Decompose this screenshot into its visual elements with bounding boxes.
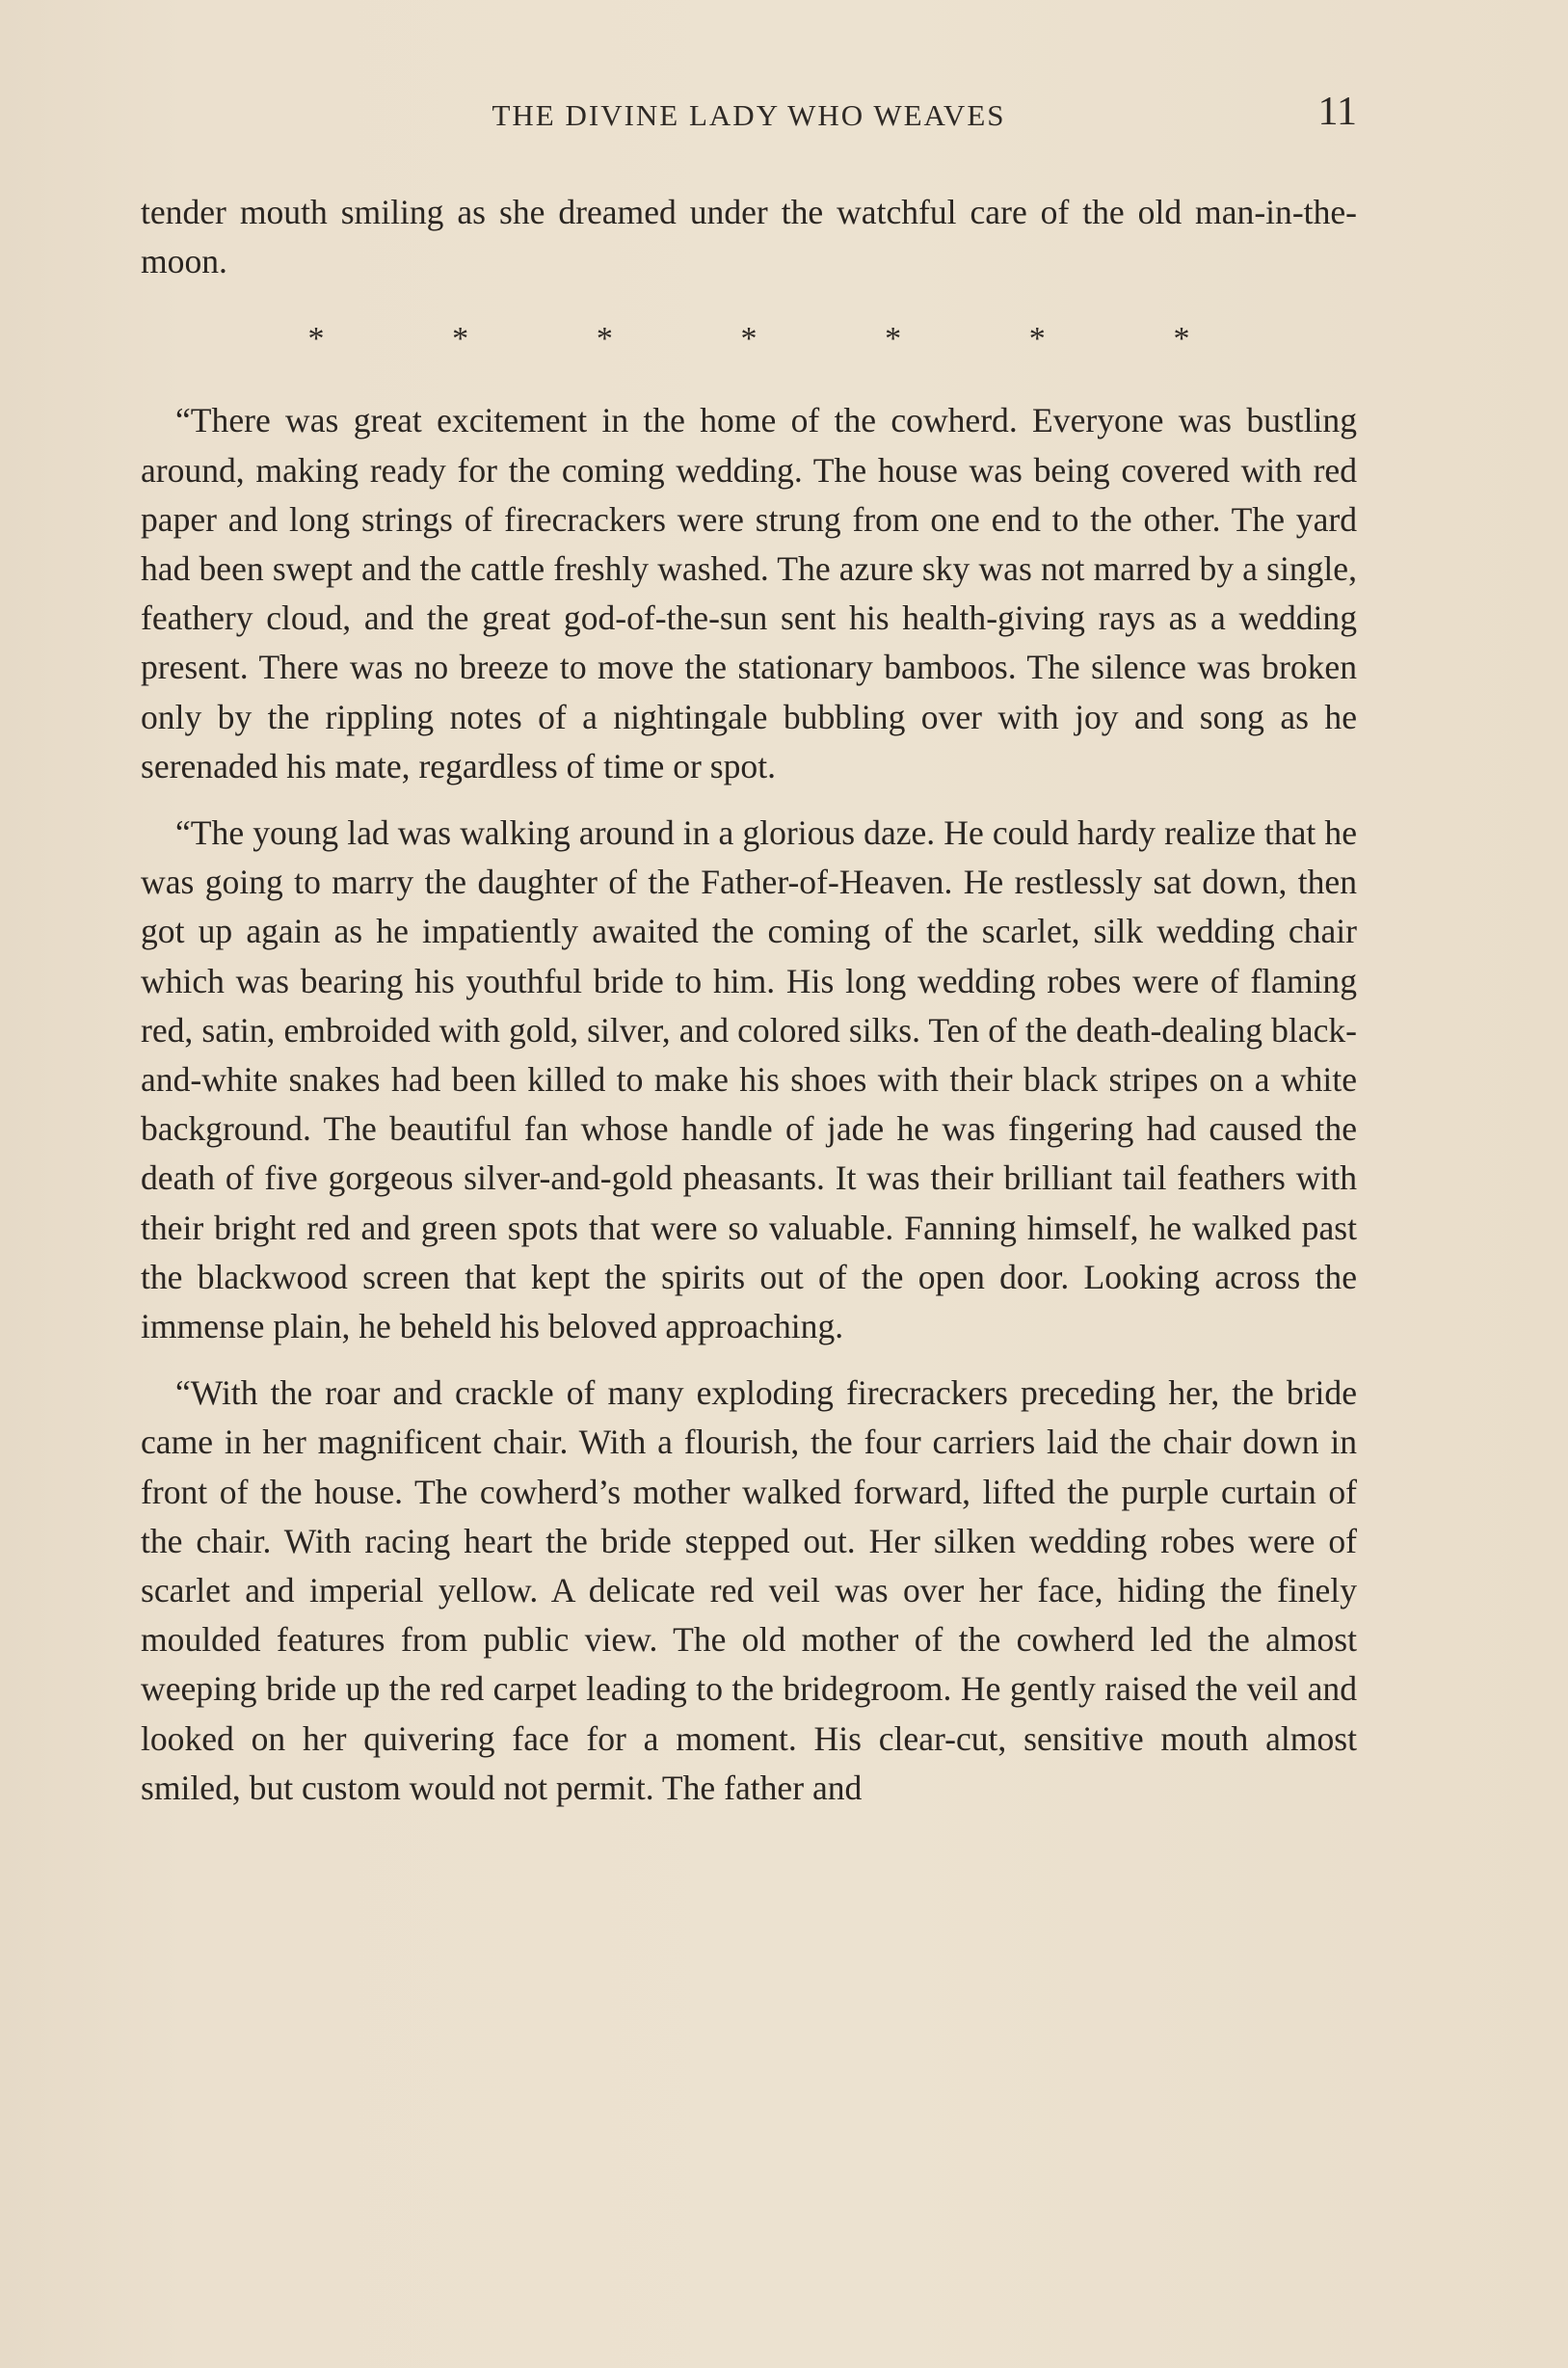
paragraph-continued: tender mouth smiling as she dreamed under the watchful care of the old man-in-the-moon. (141, 193, 1357, 281)
section-separator (141, 315, 1357, 363)
paragraph: “There was great excitement in the home of the cowherd. Everyone was bustling around, making ready for the coming wedding. The house was being covered with red paper and long strings of firecrackers were strung from one end to the other. The yard had been swept and the cattle freshly washed. The azure sky was not marred by a single, feathery cloud, and the great god-of-the-sun sent his health-giving rays as a wedding present. There was no breeze to move the stationary bamboos. The silence was broken only by the rippling notes of a nightingale bubbling over with joy and song as he serenaded his mate, regardless of time or spot. (141, 401, 1357, 785)
page-number: 11 (1317, 90, 1357, 134)
running-title: THE DIVINE LADY WHO WEAVES (492, 98, 1006, 132)
asterisk-mark: * (1028, 321, 1046, 358)
paragraph: “With the roar and crackle of many exploding firecrackers preceding her, the bride came in her magnificent chair. With a flourish, the four carriers laid the chair down in front of the house. The cowherd’s mother walked forward, lifted the purple curtain of the chair. With racing heart the bride stepped out. Her silken wedding robes were of scarlet and imperial yellow. A delicate red veil was over her face, hiding the finely moulded features from public view. The old mother of the cowherd led the almost weeping bride up the red carpet leading to the bridegroom. He gently raised the veil and looked on her quivering face for a moment. His clear-cut, sensitive mouth almost smiled, but custom would not permit. The father and (141, 1373, 1357, 1807)
asterisk-mark: * (596, 321, 613, 358)
body-text (141, 188, 1357, 1813)
asterisk-mark: * (885, 321, 902, 358)
page-header (141, 89, 1357, 146)
asterisk-mark: * (740, 321, 757, 358)
paragraph: “The young lad was walking around in a glorious daze. He could hardy realize that he was going to marry the daughter of the Father-of-Heaven. He restlessly sat down, then got up again as he impatiently awaited the coming of the scarlet, silk wedding chair which was bearing his youthful bride to him. His long wedding robes were of flaming red, satin, embroided with gold, silver, and colored silks. Ten of the death-dealing black-and-white snakes had been killed to make his shoes with their black stripes on a white background. The beautiful fan whose handle of jade he was fingering had caused the death of five gorgeous silver-and-gold pheasants. It was their brilliant tail feathers with their bright red and green spots that were so valuable. Fanning himself, he walked past the blackwood screen that kept the spirits out of the open door. Looking across the immense plain, he beheld his beloved approaching. (141, 813, 1357, 1346)
asterisk-mark: * (452, 321, 469, 358)
asterisk-mark: * (307, 321, 325, 358)
asterisk-mark: * (1173, 321, 1190, 358)
